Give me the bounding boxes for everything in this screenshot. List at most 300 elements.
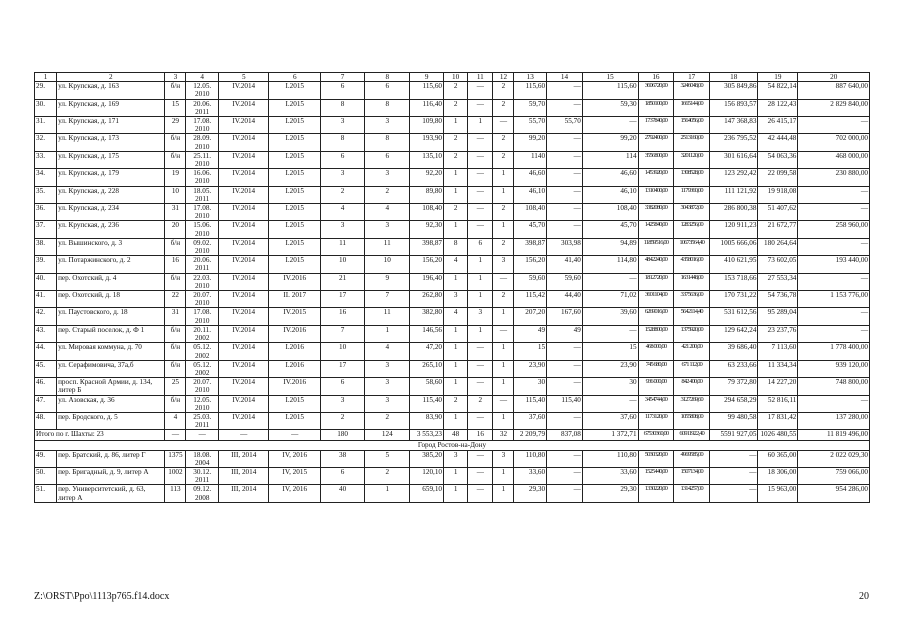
table-cell: 1055808,00: [674, 412, 710, 429]
table-cell: б/н: [165, 82, 186, 99]
table-cell: 3: [321, 395, 365, 412]
table-cell: б/н: [165, 325, 186, 342]
table-cell: 3: [321, 117, 365, 134]
table-cell: 1: [493, 485, 514, 502]
table-cell: IV.2014: [219, 273, 269, 290]
total-row: [35, 430, 870, 441]
table-cell: 115,40: [514, 395, 547, 412]
total-cell: —: [269, 430, 321, 441]
table-cell: 41,40: [547, 256, 583, 273]
table-cell: 113: [165, 485, 186, 502]
table-cell: 15 963,00: [758, 485, 798, 502]
table-cell: 73 602,05: [758, 256, 798, 273]
table-cell: IV.2014: [219, 169, 269, 186]
total-label: Итого по г. Шахты: 23: [35, 430, 165, 441]
table-cell: 745 680,00: [638, 360, 674, 377]
table-cell: 12.05. 2010: [186, 82, 219, 99]
address-cell: пер. Охотский, д. 18: [57, 291, 165, 308]
table-cell: —: [493, 395, 514, 412]
table-cell: 1525440,00: [638, 467, 674, 484]
table-cell: 20: [165, 221, 186, 238]
table-cell: 1: [444, 117, 468, 134]
table-cell: —: [468, 186, 493, 203]
table-cell: 2513160,00: [674, 134, 710, 151]
table-cell: 382,80: [410, 308, 444, 325]
column-number-cell: 12: [493, 73, 514, 82]
table-row: [35, 204, 870, 221]
table-cell: 3043872,00: [674, 204, 710, 221]
table-cell: 22 099,58: [758, 169, 798, 186]
table-cell: 94,89: [582, 238, 638, 255]
table-cell: 398,87: [410, 238, 444, 255]
table-cell: 47.: [35, 395, 57, 412]
table-cell: 1425840,00: [638, 221, 674, 238]
table-cell: 1: [493, 412, 514, 429]
table-cell: 92,30: [410, 221, 444, 238]
table-cell: —: [547, 450, 583, 467]
table-cell: 6269016,00: [638, 308, 674, 325]
table-cell: б/н: [165, 343, 186, 360]
table-cell: 1850100,00: [638, 99, 674, 116]
table-cell: 153 718,66: [710, 273, 758, 290]
table-cell: 19 918,08: [758, 186, 798, 203]
table-cell: III, 2014: [219, 485, 269, 502]
table-cell: 11: [365, 238, 410, 255]
table-cell: 20.06. 2011: [186, 256, 219, 273]
total-cell: 5591 927,05: [710, 430, 758, 441]
table-cell: 26 415,17: [758, 117, 798, 134]
table-cell: 17: [321, 360, 365, 377]
table-row: [35, 412, 870, 429]
table-cell: —: [547, 82, 583, 99]
table-cell: 28 122,43: [758, 99, 798, 116]
table-cell: 531 612,56: [710, 308, 758, 325]
table-cell: 2: [365, 412, 410, 429]
table-cell: 46,10: [582, 186, 638, 203]
table-cell: 6: [321, 82, 365, 99]
table-cell: 51 407,62: [758, 204, 798, 221]
table-cell: —: [547, 221, 583, 238]
table-cell: —: [798, 117, 870, 134]
table-cell: 3606720,00: [638, 82, 674, 99]
total-cell: 67530360,00: [638, 430, 674, 441]
table-cell: 116,40: [410, 99, 444, 116]
table-cell: 19: [165, 169, 186, 186]
table-cell: 939 120,00: [798, 360, 870, 377]
table-cell: 156,20: [410, 256, 444, 273]
table-cell: 115,42: [514, 291, 547, 308]
table-cell: 2: [493, 82, 514, 99]
table-cell: IV.2014: [219, 395, 269, 412]
table-cell: 115,60: [582, 82, 638, 99]
table-cell: 4: [365, 343, 410, 360]
table-cell: 842 400,00: [674, 378, 710, 395]
table-cell: 1: [444, 169, 468, 186]
table-cell: 15: [514, 343, 547, 360]
table-cell: б/н: [165, 360, 186, 377]
table-cell: 29,30: [514, 485, 547, 502]
table-cell: —: [798, 325, 870, 342]
table-cell: —: [582, 117, 638, 134]
total-cell: 1026 480,55: [758, 430, 798, 441]
table-cell: 37,60: [582, 412, 638, 429]
table-cell: IV.2014: [219, 117, 269, 134]
table-cell: 44.: [35, 343, 57, 360]
table-cell: 2: [444, 82, 468, 99]
table-cell: 4: [444, 308, 468, 325]
table-cell: I.2015: [269, 99, 321, 116]
table-cell: 1283256,00: [674, 221, 710, 238]
table-cell: —: [798, 308, 870, 325]
table-cell: —: [710, 485, 758, 502]
table-cell: IV.2014: [219, 412, 269, 429]
table-cell: —: [468, 134, 493, 151]
table-cell: 759 066,00: [798, 467, 870, 484]
table-cell: 1: [444, 412, 468, 429]
table-row: [35, 378, 870, 395]
table-cell: б/н: [165, 134, 186, 151]
table-cell: б/н: [165, 238, 186, 255]
column-number-cell: 16: [638, 73, 674, 82]
table-cell: 25: [165, 378, 186, 395]
table-cell: 6: [365, 82, 410, 99]
table-row: [35, 485, 870, 502]
table-cell: 2: [321, 412, 365, 429]
table-cell: 8: [444, 238, 468, 255]
table-cell: 1: [468, 273, 493, 290]
column-number-cell: 9: [410, 73, 444, 82]
table-row: [35, 360, 870, 377]
table-cell: 2: [444, 151, 468, 168]
table-cell: IV.2016: [269, 378, 321, 395]
column-number-cell: 13: [514, 73, 547, 82]
table-cell: III, 2014: [219, 467, 269, 484]
table-cell: 156,20: [514, 256, 547, 273]
address-cell: ул. Потаржинского, д. 2: [57, 256, 165, 273]
table-cell: 39,60: [582, 308, 638, 325]
table-cell: IV.2014: [219, 325, 269, 342]
table-cell: 2: [493, 204, 514, 221]
table-cell: 954 286,00: [798, 485, 870, 502]
table-cell: 8: [321, 99, 365, 116]
column-number-cell: 6: [269, 73, 321, 82]
table-cell: 1: [468, 325, 493, 342]
table-cell: 1: [444, 221, 468, 238]
table-cell: 17.08. 2010: [186, 308, 219, 325]
table-cell: 54 736,78: [758, 291, 798, 308]
table-cell: 99 480,58: [710, 412, 758, 429]
table-cell: 2: [493, 238, 514, 255]
table-cell: 3: [365, 221, 410, 238]
table-cell: —: [710, 467, 758, 484]
total-cell: 124: [365, 430, 410, 441]
table-cell: —: [547, 485, 583, 502]
address-cell: ул. Крупская, д. 175: [57, 151, 165, 168]
table-cell: 671 112,00: [674, 360, 710, 377]
address-cell: ул. Крупская, д. 169: [57, 99, 165, 116]
table-cell: 1140: [514, 151, 547, 168]
table-cell: б/н: [165, 151, 186, 168]
section-heading-row: [35, 441, 870, 450]
table-cell: 2 022 029,30: [798, 450, 870, 467]
table-cell: 10: [165, 186, 186, 203]
table-row: [35, 134, 870, 151]
table-cell: 1737840,00: [638, 117, 674, 134]
table-cell: 258 960,00: [798, 221, 870, 238]
table-cell: 3: [468, 308, 493, 325]
table-cell: 109,80: [410, 117, 444, 134]
table-row: [35, 151, 870, 168]
table-cell: IV.2014: [219, 151, 269, 168]
table-cell: 1308528,00: [674, 169, 710, 186]
table-cell: IV, 2016: [269, 485, 321, 502]
table-cell: 99,20: [582, 134, 638, 151]
table-cell: —: [547, 343, 583, 360]
table-cell: 129 642,24: [710, 325, 758, 342]
table-cell: 1: [444, 325, 468, 342]
address-cell: ул. Крупская, д. 179: [57, 169, 165, 186]
table-cell: 7: [321, 325, 365, 342]
table-cell: 18 306,00: [758, 467, 798, 484]
table-cell: 43.: [35, 325, 57, 342]
table-cell: 2 829 840,00: [798, 99, 870, 116]
table-cell: —: [582, 273, 638, 290]
table-cell: 262,80: [410, 291, 444, 308]
table-cell: I.2015: [269, 256, 321, 273]
table-cell: I.2015: [269, 186, 321, 203]
table-cell: —: [547, 360, 583, 377]
table-cell: —: [468, 204, 493, 221]
table-cell: —: [798, 186, 870, 203]
table-cell: 46,60: [582, 169, 638, 186]
table-cell: 108,40: [514, 204, 547, 221]
table-row: [35, 186, 870, 203]
table-cell: 83,90: [410, 412, 444, 429]
table-cell: 156 893,57: [710, 99, 758, 116]
address-cell: ул. Серафимовича, 37а,б: [57, 360, 165, 377]
table-cell: 2792400,00: [638, 134, 674, 151]
table-cell: 18.08. 2004: [186, 450, 219, 467]
table-cell: 115,40: [547, 395, 583, 412]
table-cell: 120,10: [410, 467, 444, 484]
table-cell: 1665144,00: [674, 99, 710, 116]
table-cell: —: [547, 151, 583, 168]
table-cell: 114,80: [582, 256, 638, 273]
column-number-cell: 18: [710, 73, 758, 82]
table-cell: 936 000,00: [638, 378, 674, 395]
table-cell: 1631448,00: [674, 273, 710, 290]
table-cell: I.2015: [269, 221, 321, 238]
table-cell: II. 2017: [269, 291, 321, 308]
table-cell: 3: [321, 221, 365, 238]
table-cell: —: [468, 151, 493, 168]
table-cell: 108,40: [410, 204, 444, 221]
table-cell: 5: [365, 450, 410, 467]
table-cell: 468 000,00: [638, 343, 674, 360]
table-cell: 46,60: [514, 169, 547, 186]
address-cell: ул. Крупская, д. 234: [57, 204, 165, 221]
table-cell: 3: [365, 378, 410, 395]
table-cell: 5030320,00: [638, 450, 674, 467]
table-row: [35, 343, 870, 360]
table-cell: 294 658,29: [710, 395, 758, 412]
table-cell: 17: [321, 291, 365, 308]
table-cell: —: [468, 450, 493, 467]
table-cell: 30: [514, 378, 547, 395]
table-cell: 2: [321, 186, 365, 203]
table-cell: 23,90: [582, 360, 638, 377]
table-cell: 09.02. 2010: [186, 238, 219, 255]
table-cell: 16: [165, 256, 186, 273]
table-cell: 22.03. 2010: [186, 273, 219, 290]
table-cell: 887 640,00: [798, 82, 870, 99]
table-cell: 1: [493, 343, 514, 360]
total-cell: —: [165, 430, 186, 441]
table-cell: 1: [444, 186, 468, 203]
table-cell: 40: [321, 485, 365, 502]
table-cell: IV.2014: [219, 82, 269, 99]
table-cell: 3246048,00: [674, 82, 710, 99]
total-cell: 180: [321, 430, 365, 441]
table-cell: 49: [514, 325, 547, 342]
table-cell: 398,87: [514, 238, 547, 255]
column-number-cell: 20: [798, 73, 870, 82]
table-cell: 55,70: [514, 117, 547, 134]
total-cell: 32: [493, 430, 514, 441]
table-cell: 1: [493, 360, 514, 377]
table-cell: IV.2014: [219, 343, 269, 360]
table-cell: 193 440,00: [798, 256, 870, 273]
table-cell: 265,10: [410, 360, 444, 377]
table-cell: —: [798, 395, 870, 412]
table-cell: 1: [468, 291, 493, 308]
table-cell: 137 280,00: [798, 412, 870, 429]
table-cell: 468 000,00: [798, 151, 870, 168]
table-cell: 7: [365, 291, 410, 308]
table-cell: —: [710, 450, 758, 467]
table-cell: IV.2014: [219, 134, 269, 151]
table-cell: —: [493, 117, 514, 134]
table-cell: IV.2016: [269, 273, 321, 290]
address-cell: ул. Крупская, д. 173: [57, 134, 165, 151]
table-cell: 09.12. 2008: [186, 485, 219, 502]
table-cell: IV.2015: [269, 308, 321, 325]
table-cell: 51.: [35, 485, 57, 502]
table-cell: 35.: [35, 186, 57, 203]
table-cell: 1: [468, 117, 493, 134]
table-row: [35, 308, 870, 325]
table-cell: I.2015: [269, 169, 321, 186]
table-cell: 30: [582, 378, 638, 395]
table-cell: I.2015: [269, 395, 321, 412]
address-cell: пер. Бродского, д. 5: [57, 412, 165, 429]
table-cell: IV.2014: [219, 99, 269, 116]
table-cell: 45,70: [582, 221, 638, 238]
table-cell: 28.09. 2010: [186, 134, 219, 151]
table-cell: 95 289,04: [758, 308, 798, 325]
table-cell: 2: [444, 99, 468, 116]
table-cell: 3: [321, 169, 365, 186]
table-cell: 305 849,86: [710, 82, 758, 99]
table-cell: 05.12. 2002: [186, 343, 219, 360]
table-cell: 18.05. 2011: [186, 186, 219, 203]
table-cell: 1314257,00: [674, 485, 710, 502]
address-cell: ул. Вышинского, д. 3: [57, 238, 165, 255]
table-cell: 46.: [35, 378, 57, 395]
table-cell: б/н: [165, 395, 186, 412]
table-cell: 3: [444, 450, 468, 467]
table-cell: 748 800,00: [798, 378, 870, 395]
table-cell: 17 831,42: [758, 412, 798, 429]
table-cell: 207,20: [514, 308, 547, 325]
table-cell: 3: [365, 395, 410, 412]
table-cell: 3: [365, 117, 410, 134]
table-cell: 123 292,42: [710, 169, 758, 186]
table-cell: 10: [321, 256, 365, 273]
table-cell: 1 778 400,00: [798, 343, 870, 360]
table-cell: I.2015: [269, 117, 321, 134]
table-cell: 3375636,00: [674, 291, 710, 308]
table-cell: —: [468, 343, 493, 360]
table-cell: I.2015: [269, 134, 321, 151]
table-cell: 89,80: [410, 186, 444, 203]
table-cell: 1: [365, 485, 410, 502]
table-cell: —: [547, 204, 583, 221]
table-cell: 31.: [35, 117, 57, 134]
table-cell: —: [798, 204, 870, 221]
table-cell: 4: [321, 204, 365, 221]
table-cell: 1002: [165, 467, 186, 484]
table-cell: IV.2014: [219, 291, 269, 308]
table-cell: 16.06. 2010: [186, 169, 219, 186]
table-cell: 3: [365, 360, 410, 377]
table-cell: —: [468, 221, 493, 238]
table-cell: 30.12. 2011: [186, 467, 219, 484]
table-cell: 6: [321, 467, 365, 484]
table-row: [35, 169, 870, 186]
table-cell: 55,70: [547, 117, 583, 134]
table-cell: 2: [365, 467, 410, 484]
table-cell: 38: [321, 450, 365, 467]
table-cell: 1: [444, 273, 468, 290]
table-cell: 3601104,00: [638, 291, 674, 308]
total-cell: —: [219, 430, 269, 441]
table-cell: IV.2016: [269, 325, 321, 342]
table-cell: —: [547, 134, 583, 151]
address-cell: ул. Крупская, д. 163: [57, 82, 165, 99]
table-cell: 410 621,95: [710, 256, 758, 273]
table-cell: —: [468, 412, 493, 429]
column-number-cell: 10: [444, 73, 468, 82]
table-cell: 15: [582, 343, 638, 360]
table-cell: —: [468, 82, 493, 99]
column-number-cell: 8: [365, 73, 410, 82]
table-cell: 1: [493, 308, 514, 325]
table-cell: 42.: [35, 308, 57, 325]
table-row: [35, 291, 870, 308]
total-cell: 11 819 496,00: [798, 430, 870, 441]
table-body: [35, 82, 870, 503]
table-cell: 6: [321, 378, 365, 395]
table-cell: 22: [165, 291, 186, 308]
table-cell: 54 063,36: [758, 151, 798, 168]
table-cell: 99,20: [514, 134, 547, 151]
table-cell: 47,20: [410, 343, 444, 360]
table-cell: —: [493, 273, 514, 290]
address-cell: ул. Крупская, д. 228: [57, 186, 165, 203]
table-cell: 59,60: [547, 273, 583, 290]
table-cell: 146,56: [410, 325, 444, 342]
